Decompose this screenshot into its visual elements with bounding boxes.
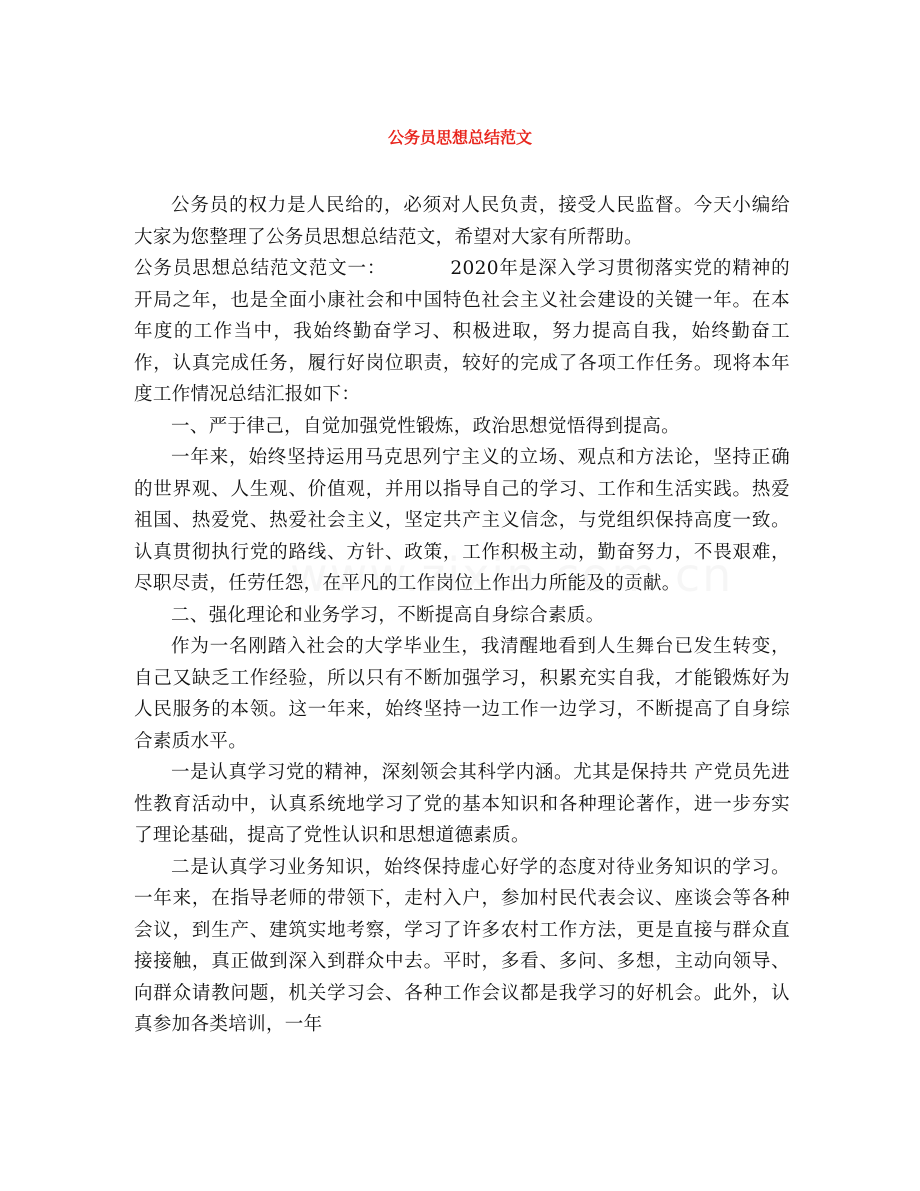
paragraph-2: 作为一名刚踏入社会的大学毕业生，我清醒地看到人生舞台已发生转变，自己又缺乏工作经验，所以只有不断加强学习，积累充实自我，才能锻炼好为人民服务的本领。这一年来，始终坚持一边工作一边学习，不断提高了自身综合素质水平。 <box>134 636 790 752</box>
document-title: 公务员思想总结范文 <box>387 128 532 147</box>
sample-intro-text: 2020年是深入学习贯彻落实党的精神的开局之年，也是全面小康社会和中国特色社会主义社会建设的关键一年。在本年度的工作当中，我始终勤奋学习、积极进取，努力提高自我，始终勤奋工作，认真完成任务，履行好岗位职责，较好的完成了各项工作任务。现将本年度工作情况总结汇报如下： <box>134 258 790 405</box>
section-heading-1: 一、严于律己，自觉加强党性锻炼，政治思想觉悟得到提高。 <box>171 415 680 437</box>
sample-label: 公务员思想总结范文范文一： <box>134 258 387 279</box>
paragraph-1: 一年来，始终坚持运用马克思列宁主义的立场、观点和方法论，坚持正确的世界观、人生观、价值观，并用以指导自己的学习、工作和生活实践。热爱祖国、热爱党、热爱社会主义，坚定共产主义信念，与党组织保持高度一致。认真贯彻执行党的路线、方针、政策，工作积极主动，勤奋努力，不畏艰难，尽职尽责，任劳任怨，在平凡的工作岗位上作出力所能及的贡献。 <box>134 447 790 594</box>
section-heading-2: 二、强化理论和业务学习，不断提高自身综合素质。 <box>171 604 605 626</box>
paragraph-3: 一是认真学习党的精神，深刻领会其科学内涵。尤其是保持共 产党员先进性教育活动中，认真系统地学习了党的基本知识和各种理论著作，进一步夯实了理论基础，提高了党性认识和思想道德素质。 <box>134 762 790 846</box>
document-body <box>134 190 790 1041</box>
sample-paragraph <box>134 253 790 411</box>
paragraph-4: 二是认真学习业务知识，始终保持虚心好学的态度对待业务知识的学习。一年来，在指导老师的带领下，走村入户，参加村民代表会议、座谈会等各种会议，到生产、建筑实地考察，学习了许多农村工作方法，更是直接与群众直接接触，真正做到深入到群众中去。平时，多看、多问、多想，主动向领导、向群众请教问题，机关学习会、各种工作会议都是我学习的好机会。此外，认真参加各类培训，一年 <box>134 856 790 1035</box>
intro-paragraph: 公务员的权力是人民给的，必须对人民负责，接受人民监督。今天小编给大家为您整理了公务员思想总结范文，希望对大家有所帮助。 <box>134 195 790 248</box>
